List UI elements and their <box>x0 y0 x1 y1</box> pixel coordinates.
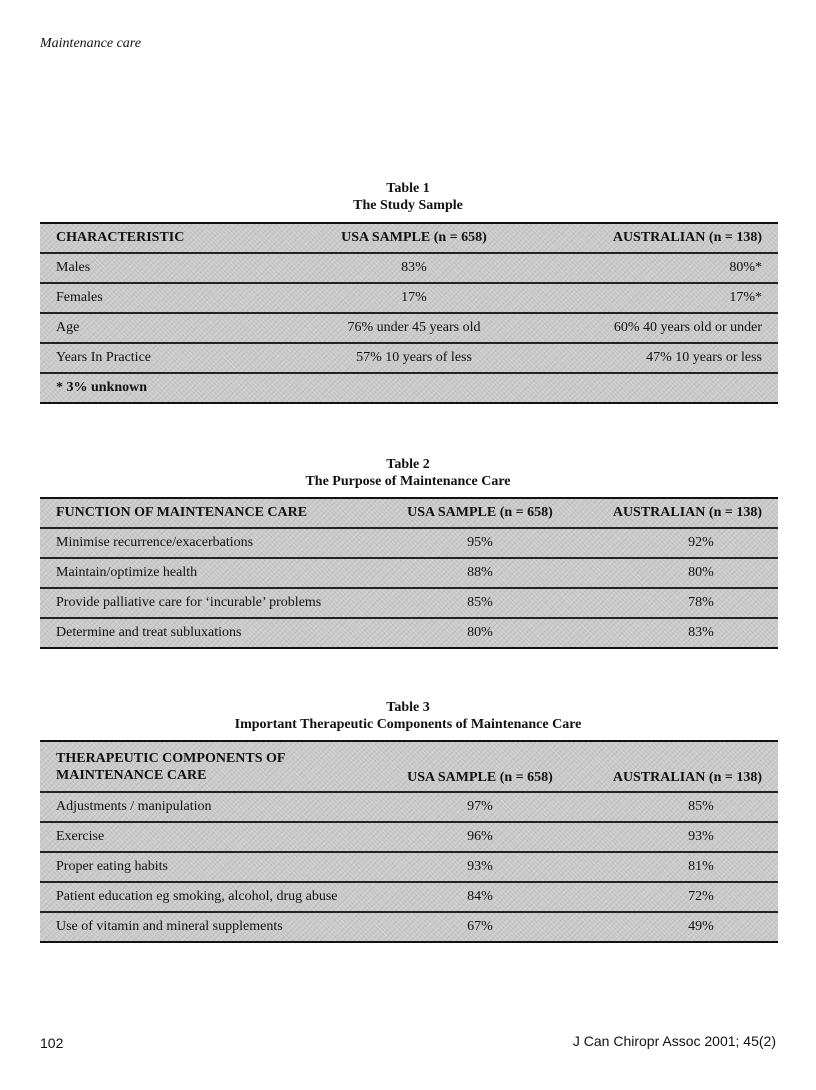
usa-value: 67% <box>380 912 580 942</box>
table-row <box>40 822 778 852</box>
australian-value: 72% <box>580 882 778 912</box>
table1-label: Table 1 <box>386 181 430 196</box>
australian-value: 78% <box>580 588 778 618</box>
table2-caption <box>0 456 816 490</box>
usa-value: 96% <box>380 822 580 852</box>
table3-caption <box>0 699 816 733</box>
australian-value: 93% <box>580 822 778 852</box>
row-label: Years In Practice <box>40 343 290 373</box>
usa-value: 57% 10 years of less <box>290 343 538 373</box>
usa-value: 88% <box>380 558 580 588</box>
row-label: Proper eating habits <box>40 852 380 882</box>
table-row <box>40 792 778 822</box>
australian-value: 92% <box>580 528 778 558</box>
table-row <box>40 618 778 648</box>
table-row <box>40 852 778 882</box>
table2-header-australian: AUSTRALIAN (n = 138) <box>612 505 762 520</box>
table3-header-line1: THERAPEUTIC COMPONENTS OF <box>56 750 286 766</box>
row-label: Maintain/optimize health <box>40 558 380 588</box>
table2-label: Table 2 <box>386 457 430 472</box>
australian-value: 60% 40 years old or under <box>538 313 778 343</box>
row-label: Age <box>40 313 290 343</box>
table2-header-usa: USA SAMPLE (n = 658) <box>407 505 553 520</box>
table2 <box>40 497 778 649</box>
row-label: Minimise recurrence/exacerbations <box>40 528 380 558</box>
table3-header-usa: USA SAMPLE (n = 658) <box>407 770 553 785</box>
table-row <box>40 912 778 942</box>
australian-value: 80% <box>580 558 778 588</box>
table3-header-row <box>40 741 778 792</box>
table1-title: The Study Sample <box>353 198 463 213</box>
journal-citation: J Can Chiropr Assoc 2001; 45(2) <box>572 1033 776 1049</box>
usa-value: 97% <box>380 792 580 822</box>
row-label: Exercise <box>40 822 380 852</box>
australian-value: 81% <box>580 852 778 882</box>
page-number: 102 <box>40 1035 64 1051</box>
table3-header-line2: MAINTENANCE CARE <box>56 767 207 783</box>
table1-footnote: * 3% unknown <box>40 373 778 403</box>
table2-title: The Purpose of Maintenance Care <box>305 474 511 489</box>
australian-value: 80%* <box>538 253 778 283</box>
table3 <box>40 740 778 943</box>
australian-value: 17%* <box>538 283 778 313</box>
row-label: Males <box>40 253 290 283</box>
usa-value: 95% <box>380 528 580 558</box>
usa-value: 93% <box>380 852 580 882</box>
table-row <box>40 313 778 343</box>
table-row <box>40 253 778 283</box>
australian-value: 49% <box>580 912 778 942</box>
table3-title: Important Therapeutic Components of Maintenance Care <box>234 717 582 732</box>
table1 <box>40 222 778 404</box>
table1-header-characteristic: CHARACTERISTIC <box>56 230 185 245</box>
row-label: Determine and treat subluxations <box>40 618 380 648</box>
table2-header-function: FUNCTION OF MAINTENANCE CARE <box>56 505 308 520</box>
row-label: Females <box>40 283 290 313</box>
row-label: Provide palliative care for ‘incurable’ problems <box>40 588 380 618</box>
australian-value: 85% <box>580 792 778 822</box>
australian-value: 47% 10 years or less <box>538 343 778 373</box>
row-label: Patient education eg smoking, alcohol, drug abuse <box>40 882 380 912</box>
australian-value: 83% <box>580 618 778 648</box>
table-row <box>40 283 778 313</box>
table3-header-australian: AUSTRALIAN (n = 138) <box>612 770 762 785</box>
table3-label: Table 3 <box>386 700 430 715</box>
usa-value: 85% <box>380 588 580 618</box>
row-label: Use of vitamin and mineral supplements <box>40 912 380 942</box>
table2-header-row <box>40 498 778 528</box>
table-row <box>40 528 778 558</box>
table1-header-row <box>40 223 778 253</box>
table-row <box>40 558 778 588</box>
usa-value: 83% <box>290 253 538 283</box>
running-head: Maintenance care <box>40 36 141 51</box>
usa-value: 84% <box>380 882 580 912</box>
table1-caption <box>0 180 816 214</box>
usa-value: 80% <box>380 618 580 648</box>
table1-footnote-row <box>40 373 778 403</box>
table-row <box>40 882 778 912</box>
row-label: Adjustments / manipulation <box>40 792 380 822</box>
table3-header-components <box>40 741 380 792</box>
table1-header-australian: AUSTRALIAN (n = 138) <box>612 230 762 245</box>
table1-header-usa: USA SAMPLE (n = 658) <box>341 230 487 245</box>
usa-value: 17% <box>290 283 538 313</box>
table-row <box>40 588 778 618</box>
usa-value: 76% under 45 years old <box>290 313 538 343</box>
table-row <box>40 343 778 373</box>
